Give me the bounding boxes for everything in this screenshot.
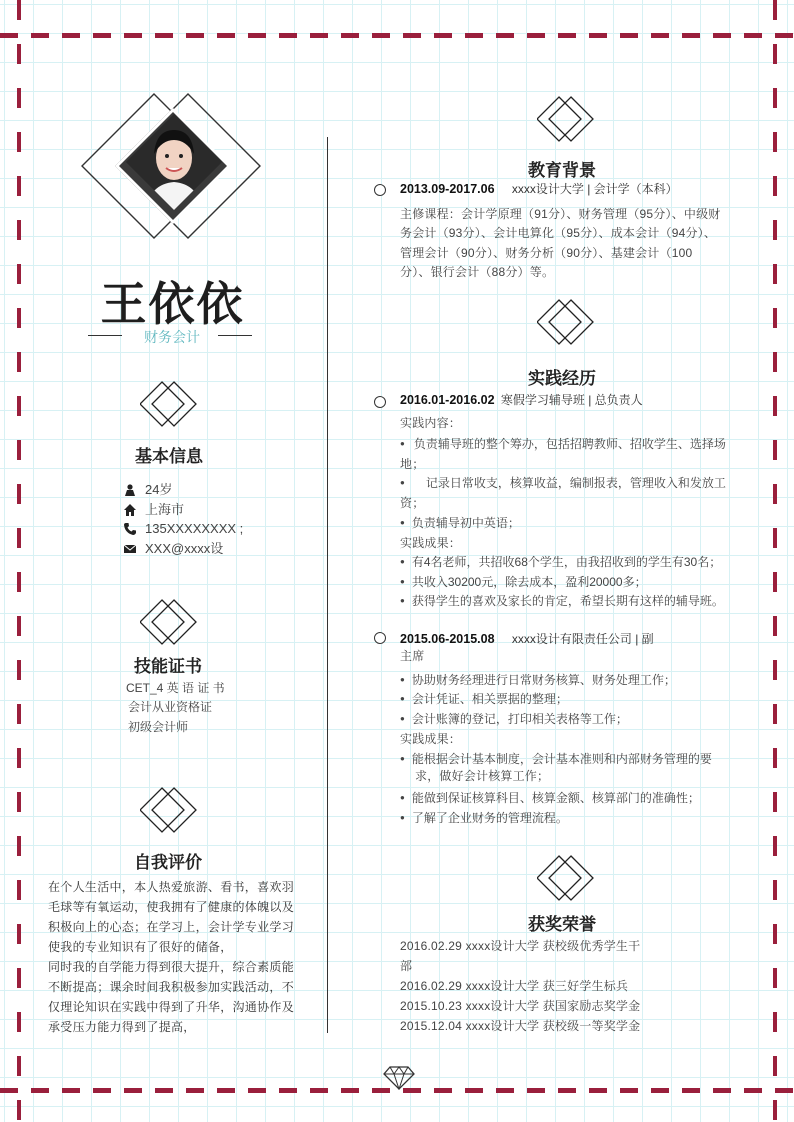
self-eval-line: 在个人生活中，本人热爱旅游、看书，喜欢羽 <box>48 880 295 894</box>
honor-line: 2015.10.23 xxxx设计大学 获国家励志奖学金 <box>400 999 641 1013</box>
diamond-icon <box>140 380 198 428</box>
honor-line: 部 <box>400 959 413 973</box>
skills-title: 技能证书 <box>134 657 202 677</box>
practice-content-item-cont: 资； <box>400 496 425 510</box>
honors-title: 获奖荣誉 <box>528 915 596 935</box>
honor-line: 2015.12.04 xxxx设计大学 获校级一等奖学金 <box>400 1019 641 1033</box>
practice-result-item-cont: 求，做好会计核算工作； <box>415 769 550 783</box>
practice-title: 实践经历 <box>528 369 596 389</box>
practice-entry1-period: 2016.01-2016.02 <box>400 393 495 407</box>
diamond-icon <box>537 298 595 346</box>
phone-icon <box>124 523 136 535</box>
practice-result-label: 实践成果： <box>400 536 462 550</box>
diamond-icon <box>140 786 198 834</box>
border-stitch-left <box>17 0 21 1122</box>
practice-content-item: ● 记录日常收支，核算收益，编制报表，管理收入和发放工 <box>400 474 726 491</box>
practice-entry2-org: xxxx设计有限责任公司 | 副 <box>511 632 654 646</box>
honor-line: 2016.02.29 xxxx设计大学 获三好学生标兵 <box>400 979 629 993</box>
timeline-dot <box>374 396 386 408</box>
info-age-text: 24岁 <box>145 482 173 497</box>
honor-line: 2016.02.29 xxxx设计大学 获校级优秀学生干 <box>400 939 641 953</box>
education-school: xxxx设计大学 | 会计学（本科） <box>511 182 678 196</box>
practice-result-item: ● 能做到保证核算科目、核算金额、核算部门的准确性； <box>400 789 700 806</box>
self-eval-title: 自我评价 <box>134 853 202 873</box>
diamond-icon <box>140 598 198 646</box>
education-course-line: 管理会计（90分）、财务分析（90分）、基建会计（100 <box>400 246 693 260</box>
practice-result-item: ● 获得学生的喜欢及家长的肯定，希望长期有这样的辅导班。 <box>400 592 724 609</box>
info-phone-text: 135XXXXXXXX ; <box>145 521 244 536</box>
skill-item: 初级会计师 <box>128 720 189 734</box>
timeline-dot <box>374 632 386 644</box>
diamond-icon <box>537 95 595 143</box>
practice-entry2-head <box>400 630 654 647</box>
practice-result-item: ● 了解了企业财务的管理流程。 <box>400 809 568 826</box>
practice-entry2-org-cont: 主席 <box>400 649 425 663</box>
education-course-line: 分）、银行会计（88分）等。 <box>400 265 555 279</box>
profile-name: 王依依 <box>100 277 245 331</box>
diamond-icon <box>537 854 595 902</box>
education-course-line: 主修课程：会计学原理（91分）、财务管理（95分）、中级财 <box>400 207 721 221</box>
self-eval-line: 同时我的自学能力得到很大提升，综合素质能 <box>48 960 295 974</box>
practice-content-item: ● 协助财务经理进行日常财务核算、财务处理工作； <box>400 671 676 688</box>
self-eval-line: 仅理论知识在实践中得到了升华，沟通协作及 <box>48 1000 295 1014</box>
education-period: 2013.09-2017.06 <box>400 182 495 196</box>
border-stitch-right <box>773 0 777 1122</box>
profile-role: 财务会计 <box>144 329 200 345</box>
education-course-line: 务会计（93分）、会计电算化（95分）、成本会计（94分）、 <box>400 226 717 240</box>
practice-content-item: ● 会计账簿的登记，打印相关表格等工作； <box>400 710 628 727</box>
border-stitch-top <box>0 33 794 38</box>
home-icon <box>124 504 136 516</box>
practice-result-item: ● 共收入30200元，除去成本，盈利20000多； <box>400 573 647 590</box>
practice-content-item: ● 负责辅导班的整个筹办，包括招聘教师、招收学生、选择场 <box>400 435 726 452</box>
self-eval-line: 积极向上的心态；在学习上，会计学专业学习 <box>48 920 295 934</box>
education-title: 教育背景 <box>528 161 596 181</box>
practice-entry1-head <box>400 391 643 408</box>
column-divider <box>327 137 328 1033</box>
self-eval-line: 毛球等有氧运动，使我拥有了健康的体魄以及 <box>48 900 295 914</box>
person-icon <box>124 484 136 496</box>
practice-content-item-cont: 地； <box>400 457 425 471</box>
gem-icon <box>383 1066 415 1090</box>
basic-info-title: 基本信息 <box>135 447 203 467</box>
info-email-text: XXX@xxxx设 <box>145 541 224 556</box>
practice-entry1-org: 寒假学习辅导班 | 总负责人 <box>500 393 643 407</box>
practice-content-item: ● 负责辅导初中英语； <box>400 514 520 531</box>
self-eval-line: 使我的专业知识有了很好的储备， <box>48 940 233 954</box>
practice-result-item: ● 有4名老师，共招收68个学生，由我招收到的学生有30名； <box>400 553 721 570</box>
self-eval-line: 不断提高；课余时间我积极参加实践活动，不 <box>48 980 295 994</box>
self-eval-text <box>48 877 304 1037</box>
practice-content-item: ● 会计凭证、相关票据的整理； <box>400 690 568 707</box>
mail-icon <box>124 543 136 555</box>
role-divider-left <box>88 335 122 336</box>
timeline-dot <box>374 184 386 196</box>
education-head <box>400 180 678 197</box>
practice-result-label: 实践成果： <box>400 732 462 746</box>
info-city-text: 上海市 <box>145 502 185 517</box>
practice-result-item: ● 能根据会计基本制度，会计基本准则和内部财务管理的要 <box>400 750 712 767</box>
role-divider-right <box>218 335 252 336</box>
practice-content-label: 实践内容： <box>400 416 462 430</box>
practice-entry2-period: 2015.06-2015.08 <box>400 632 495 646</box>
skill-item: CET_4 英 语 证 书 <box>126 681 225 695</box>
skill-item: 会计从业资格证 <box>128 700 213 714</box>
self-eval-line: 承受压力能力得到了提高， <box>48 1020 196 1034</box>
